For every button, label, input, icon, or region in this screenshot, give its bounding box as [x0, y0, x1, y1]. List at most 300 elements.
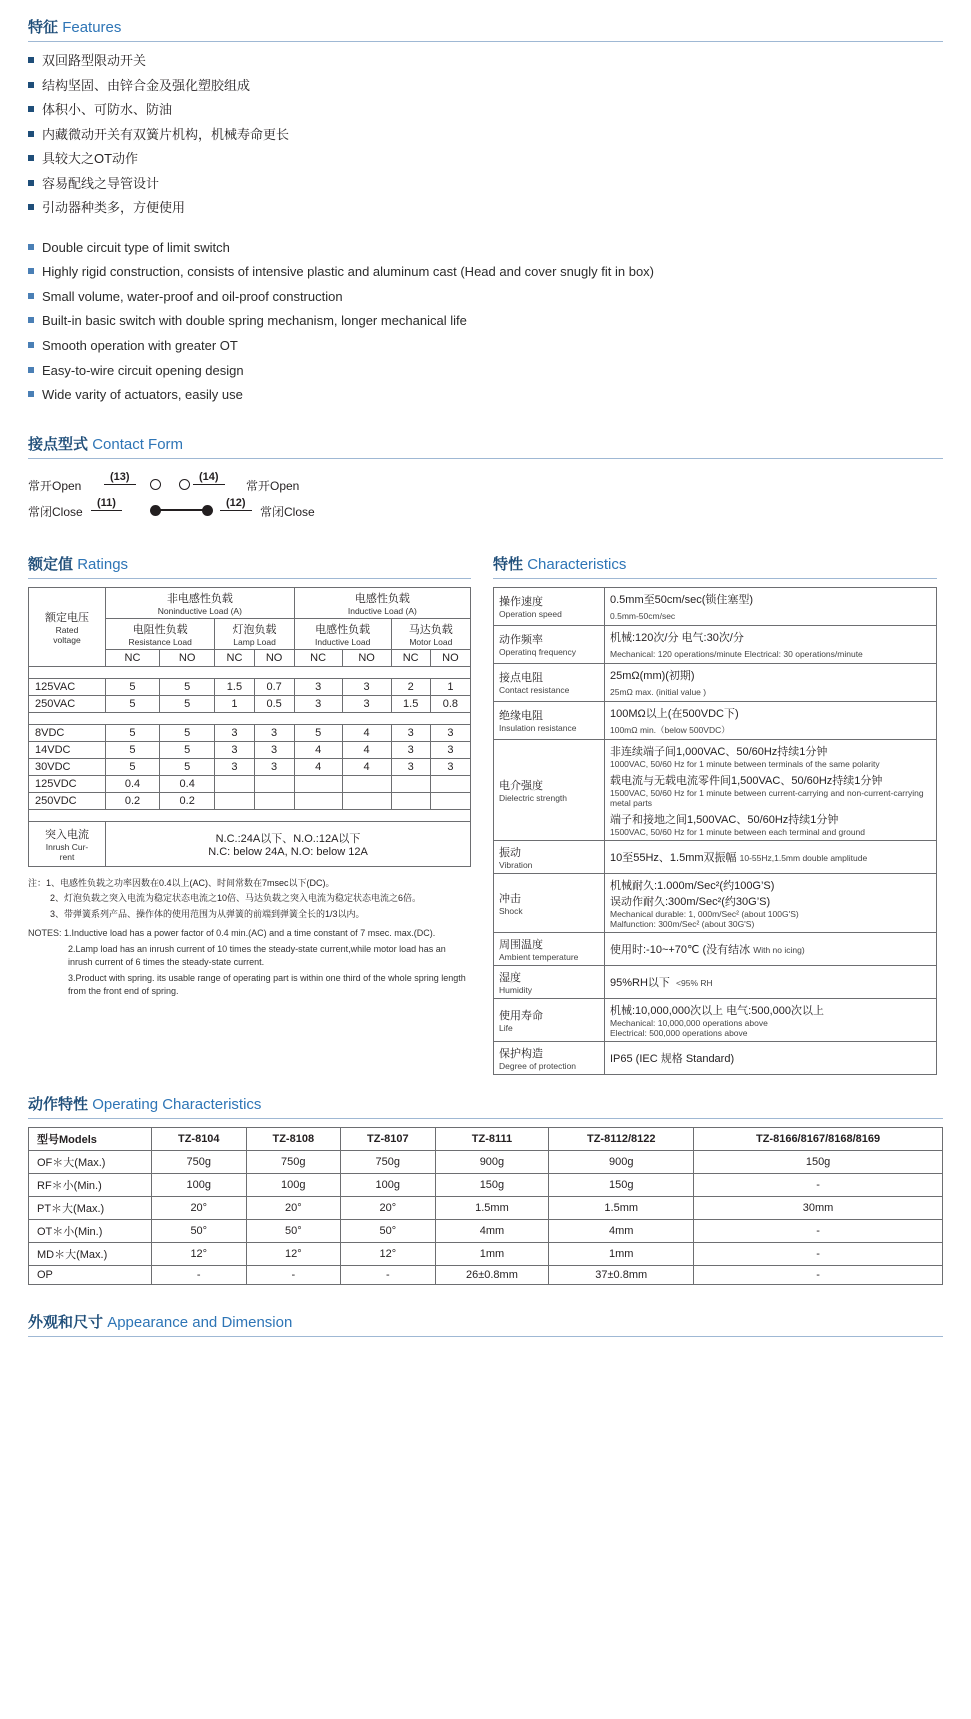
- cell: 0.2: [106, 792, 160, 809]
- model-header: TZ-8166/8167/8168/8169: [694, 1127, 943, 1150]
- appearance-heading-cn: 外观和尺寸: [28, 1313, 104, 1331]
- row-label: MD＊大(Max.): [29, 1242, 152, 1265]
- model-header: TZ-8104: [152, 1127, 247, 1150]
- col-no: NO: [254, 649, 294, 666]
- char-key: [494, 663, 605, 701]
- cell: [430, 775, 470, 792]
- table-row: [494, 701, 937, 739]
- contact-form-diagram: [28, 470, 358, 535]
- feature-item: Double circuit type of limit switch: [28, 239, 943, 257]
- ratings-heading-cn: 额定值: [28, 555, 74, 573]
- col-motor-load-cn: 马达负载: [408, 623, 453, 636]
- table-row: [494, 625, 937, 663]
- cell: 3: [215, 758, 254, 775]
- inrush-label: [29, 821, 106, 866]
- cell: 4: [294, 741, 342, 758]
- char-value: [605, 739, 937, 840]
- cell: 1mm: [549, 1242, 694, 1265]
- cell: 3: [215, 724, 254, 741]
- cell: 3: [215, 741, 254, 758]
- inrush-value-cn: N.C.:24A以下、N.O.:12A以下: [215, 832, 361, 845]
- feature-item: 具较大之OT动作: [28, 150, 943, 168]
- characteristics-table: [493, 587, 937, 1075]
- ratings-notes: [28, 877, 471, 999]
- char-value-line: [610, 705, 931, 721]
- feature-item: Smooth operation with greater OT: [28, 337, 943, 355]
- cell: -: [694, 1242, 943, 1265]
- char-value-cn: 机械:120次/分 电气:30次/分: [610, 631, 744, 644]
- cell: 20°: [246, 1196, 341, 1219]
- row-label: 125VAC: [29, 678, 106, 695]
- table-row: [29, 1242, 943, 1265]
- cell: [294, 792, 342, 809]
- cell: 1.5mm: [435, 1196, 549, 1219]
- cell: 50°: [152, 1219, 247, 1242]
- cell: 30mm: [694, 1196, 943, 1219]
- char-key: [494, 965, 605, 998]
- cell: 5: [159, 741, 214, 758]
- cell: [215, 792, 254, 809]
- char-key-en: Operatinq frequency: [499, 647, 577, 658]
- cell: [294, 775, 342, 792]
- contact-form-section: [0, 411, 971, 535]
- col-no: NO: [430, 649, 470, 666]
- char-value-en: 100mΩ min.（below 500VDC）: [610, 724, 730, 735]
- char-value-en: 0.5mm-50cm/sec: [610, 610, 676, 621]
- note-line: 2.Lamp load has an inrush current of 10 times the steady-state current,while motor load has an inrush current of 6 times the steady-state current.: [68, 943, 446, 968]
- cell: 5: [106, 678, 160, 695]
- col-nc: NC: [215, 649, 254, 666]
- table-row: [494, 840, 937, 873]
- cell: 5: [106, 724, 160, 741]
- table-row: [494, 965, 937, 998]
- char-key: [494, 840, 605, 873]
- char-value: [605, 840, 937, 873]
- char-key-en: Ambient temperature: [499, 951, 579, 962]
- table-row: [494, 1041, 937, 1074]
- characteristics-section: [493, 553, 937, 1075]
- col-no: NO: [342, 649, 391, 666]
- cell: [254, 775, 294, 792]
- cell: 1.5: [215, 678, 254, 695]
- char-key: [494, 873, 605, 932]
- row-label: 8VDC: [29, 724, 106, 741]
- char-value-line: [610, 591, 931, 607]
- ratings-section: [28, 553, 471, 1075]
- char-key-cn: 动作频率: [499, 634, 543, 647]
- inrush-value: [106, 821, 471, 866]
- feature-item: 内藏微动开关有双簧片机构，机械寿命更长: [28, 126, 943, 144]
- cell: 5: [106, 741, 160, 758]
- char-value-en: Malfunction: 300m/Sec² (about 30G'S): [610, 918, 755, 929]
- ratings-table: [28, 587, 471, 867]
- char-value-en: With no icing): [753, 944, 805, 955]
- char-key: [494, 1041, 605, 1074]
- terminal-14-number: (14): [193, 471, 225, 485]
- table-row: [29, 775, 471, 792]
- table-row: [29, 724, 471, 741]
- char-value-en: 1500VAC, 50/60 Hz for 1 minute between current-carrying and non-current-carrying metal parts: [610, 787, 924, 808]
- col-no: NO: [159, 649, 214, 666]
- col-inductive-load-en: Inductive Load: [315, 636, 371, 647]
- char-value-cn: 10至55Hz、1.5mm双振幅: [610, 851, 737, 864]
- char-key-en: Operation speed: [499, 609, 562, 620]
- cell: 3: [430, 724, 470, 741]
- char-value: [605, 701, 937, 739]
- cell: -: [246, 1265, 341, 1284]
- cell: 3: [391, 724, 430, 741]
- char-key-en: Shock: [499, 905, 523, 916]
- cell: 4: [342, 758, 391, 775]
- char-key-en: Humidity: [499, 984, 533, 995]
- char-key-cn: 振动: [499, 846, 521, 859]
- char-value-en: 25mΩ max. (initial value ): [610, 686, 707, 697]
- char-value-line: [610, 811, 931, 837]
- cell: 750g: [246, 1150, 341, 1173]
- terminal-12-number: (12): [220, 497, 252, 511]
- table-row: [494, 587, 937, 625]
- cell: 3: [254, 758, 294, 775]
- cell: 5: [159, 758, 214, 775]
- char-value-line: [610, 610, 931, 622]
- cell: -: [341, 1265, 436, 1284]
- contact-close-left-label: 常闭Close: [28, 504, 83, 519]
- table-row: [29, 758, 471, 775]
- cell: 12°: [246, 1242, 341, 1265]
- char-key: [494, 932, 605, 965]
- char-key: [494, 739, 605, 840]
- cell: 12°: [152, 1242, 247, 1265]
- char-value-cn: 非连续端子间1,000VAC、50/60Hz持续1分钟: [610, 745, 828, 758]
- contact-form-heading: [28, 433, 943, 454]
- appearance-heading: [28, 1311, 943, 1332]
- cell: 3: [391, 741, 430, 758]
- feature-item: Built-in basic switch with double spring mechanism, longer mechanical life: [28, 312, 943, 330]
- cell: [391, 775, 430, 792]
- feature-item: Highly rigid construction, consists of intensive plastic and aluminum cast (Head and cover snugly fit in box): [28, 263, 943, 281]
- char-value-line: [610, 629, 931, 645]
- cell: 4mm: [549, 1219, 694, 1242]
- cell: 5: [159, 678, 214, 695]
- characteristics-heading-cn: 特性: [493, 555, 524, 573]
- cell: 4: [342, 724, 391, 741]
- model-header: TZ-8111: [435, 1127, 549, 1150]
- cell: 3: [294, 695, 342, 712]
- feature-item: 结构坚固、由锌合金及强化塑胶组成: [28, 77, 943, 95]
- col-resistance-load-cn: 电阻性负载: [132, 623, 188, 636]
- features-heading-en: Features: [62, 19, 122, 36]
- char-value-line: [610, 648, 931, 660]
- cell: 50°: [341, 1219, 436, 1242]
- cell: 150g: [694, 1150, 943, 1173]
- note-line: 3.Product with spring. its usable range of operating part is within one third of the whole spring length from the front end of spring.: [68, 972, 466, 997]
- contact-open-left-label: 常开Open: [28, 478, 82, 493]
- appearance-section: [0, 1285, 971, 1365]
- cell: 0.7: [254, 678, 294, 695]
- group-inductive: [294, 587, 470, 618]
- table-row: [29, 792, 471, 809]
- characteristics-heading: [493, 553, 937, 574]
- table-row: [29, 1196, 943, 1219]
- contact-form-heading-rule: [28, 458, 943, 459]
- group-noninductive: [106, 587, 295, 618]
- operating-heading-en: Operating Characteristics: [92, 1095, 262, 1113]
- char-value-en: Mechanical: 10,000,000 operations above: [610, 1017, 768, 1028]
- contact-close-right-label: 常闭Close: [260, 504, 315, 519]
- cell: 3: [430, 741, 470, 758]
- row-label: OT＊小(Min.): [29, 1219, 152, 1242]
- char-value-cn: 端子和接地之间1,500VAC、50/60Hz持续1分钟: [610, 813, 839, 826]
- cell: 5: [294, 724, 342, 741]
- operating-heading: [28, 1093, 943, 1114]
- char-key-cn: 接点电阻: [499, 672, 543, 685]
- table-header-row: [29, 1127, 943, 1150]
- char-key-cn: 电介强度: [499, 779, 543, 792]
- ratings-characteristics-row: [0, 535, 971, 1075]
- cell: 3: [254, 724, 294, 741]
- rated-voltage-header: [29, 587, 106, 666]
- col-nc: NC: [391, 649, 430, 666]
- operating-heading-cn: 动作特性: [28, 1095, 89, 1113]
- table-row: [494, 873, 937, 932]
- col-motor-load: [391, 618, 470, 649]
- features-list-en: [28, 239, 943, 404]
- char-value-line: [610, 743, 931, 769]
- col-lamp-load-en: Lamp Load: [233, 636, 276, 647]
- cell: 1: [430, 678, 470, 695]
- feature-item: 体积小、可防水、防油: [28, 101, 943, 119]
- char-value-line: [610, 772, 931, 808]
- contact-wire: [155, 509, 207, 511]
- operating-characteristics-section: [0, 1075, 971, 1285]
- char-value-cn: 机械耐久:1.000m/Sec²(约100G’S): [610, 879, 775, 892]
- cell: 5: [159, 724, 214, 741]
- row-label: 30VDC: [29, 758, 106, 775]
- model-header: TZ-8107: [341, 1127, 436, 1150]
- cell: 3: [254, 741, 294, 758]
- char-value-cn: 0.5mm至50cm/sec(锁住塞型): [610, 593, 754, 606]
- row-label: PT＊大(Max.): [29, 1196, 152, 1219]
- char-key-en: Dielectric strength: [499, 792, 568, 803]
- cell: 20°: [152, 1196, 247, 1219]
- char-value-line: [610, 724, 931, 736]
- cell: 26±0.8mm: [435, 1265, 549, 1284]
- cell: 0.5: [254, 695, 294, 712]
- char-value-cn: 25mΩ(mm)(初期): [610, 669, 695, 682]
- contact-form-heading-en: Contact Form: [92, 435, 184, 453]
- cell: 0.8: [430, 695, 470, 712]
- inrush-label-en2: rent: [59, 851, 75, 862]
- table-row: [29, 1173, 943, 1196]
- char-value: [605, 998, 937, 1041]
- cell: 100g: [246, 1173, 341, 1196]
- cell: 3: [342, 695, 391, 712]
- char-value-en: <95% RH: [676, 977, 713, 988]
- col-lamp-load-cn: 灯泡负载: [232, 623, 277, 636]
- row-label: RF＊小(Min.): [29, 1173, 152, 1196]
- cell: 0.4: [106, 775, 160, 792]
- cell: 3: [342, 678, 391, 695]
- char-key-cn: 绝缘电阻: [499, 710, 543, 723]
- cell: 3: [294, 678, 342, 695]
- characteristics-heading-rule: [493, 578, 937, 579]
- contact-open-right-label: 常开Open: [246, 478, 300, 493]
- char-value: [605, 587, 937, 625]
- terminal-14-dot: [179, 479, 190, 490]
- table-row: [494, 739, 937, 840]
- char-key-cn: 湿度: [499, 971, 521, 984]
- char-value-cn: 100MΩ以上(在500VDC下): [610, 707, 739, 720]
- table-spacer-row: [29, 712, 471, 724]
- char-key-cn: 冲击: [499, 892, 521, 905]
- group-noninductive-cn: 非电感性负载: [166, 592, 233, 605]
- char-value: [605, 932, 937, 965]
- appearance-heading-rule: [28, 1336, 943, 1337]
- group-inductive-en: Inductive Load (A): [347, 605, 417, 616]
- terminal-13-number: (13): [104, 471, 136, 485]
- cell: 100g: [152, 1173, 247, 1196]
- terminal-12-dot: [202, 505, 213, 516]
- char-key-cn: 操作速度: [499, 596, 543, 609]
- col-nc: NC: [294, 649, 342, 666]
- char-key-cn: 使用寿命: [499, 1009, 543, 1022]
- cell: 20°: [341, 1196, 436, 1219]
- cell: 50°: [246, 1219, 341, 1242]
- cell: 750g: [341, 1150, 436, 1173]
- row-label: 250VDC: [29, 792, 106, 809]
- row-label: OF＊大(Max.): [29, 1150, 152, 1173]
- char-value-cn: 误动作耐久:300m/Sec²(约30G’S): [610, 895, 771, 908]
- cell: -: [694, 1265, 943, 1284]
- col-resistance-load-en: Resistance Load: [128, 636, 192, 647]
- row-label: 14VDC: [29, 741, 106, 758]
- feature-item: Wide varity of actuators, easily use: [28, 386, 943, 404]
- table-row: [29, 1265, 943, 1284]
- rated-voltage-en2: voltage: [53, 634, 81, 645]
- table-spacer-row: [29, 666, 471, 678]
- char-key-cn: 周围温度: [499, 938, 543, 951]
- table-spacer-row: [29, 809, 471, 821]
- cell: 4: [342, 741, 391, 758]
- table-row: [29, 741, 471, 758]
- notes-en-title: NOTES:: [28, 928, 62, 939]
- cell: 0.2: [159, 792, 214, 809]
- rated-voltage-cn: 额定电压: [45, 611, 89, 624]
- table-row: [494, 998, 937, 1041]
- char-value: [605, 965, 937, 998]
- char-value-line: [610, 667, 931, 683]
- char-key-en: Life: [499, 1022, 513, 1033]
- char-value-cn: 使用时:-10~+70℃ (没有结冰: [610, 943, 751, 956]
- cell: 4mm: [435, 1219, 549, 1242]
- char-value-cn: 机械:10,000,000次以上 电气:500,000次以上: [610, 1004, 824, 1017]
- cell: 4: [294, 758, 342, 775]
- col-motor-load-en: Motor Load: [409, 636, 453, 647]
- group-noninductive-en: Noninductive Load (A): [157, 605, 242, 616]
- table-row: [29, 695, 471, 712]
- features-heading-rule: [28, 41, 943, 42]
- cell: 150g: [435, 1173, 549, 1196]
- ratings-heading-rule: [28, 578, 471, 579]
- col-inductive-load-cn: 电感性负载: [315, 623, 371, 636]
- char-value-en: Standard): [685, 1052, 735, 1065]
- cell: -: [694, 1173, 943, 1196]
- char-key: [494, 701, 605, 739]
- char-value-en: 10-55Hz,1.5mm double amplitude: [739, 852, 868, 863]
- cell: 5: [159, 695, 214, 712]
- rated-voltage-en1: Rated: [55, 624, 79, 635]
- col-lamp-load: [215, 618, 294, 649]
- cell: [254, 792, 294, 809]
- inrush-label-cn: 突入电流: [45, 828, 89, 841]
- table-row-inrush: [29, 821, 471, 866]
- cell: 100g: [341, 1173, 436, 1196]
- row-label: 250VAC: [29, 695, 106, 712]
- row-label: 125VDC: [29, 775, 106, 792]
- feature-item: Small volume, water-proof and oil-proof construction: [28, 288, 943, 306]
- ratings-notes-cn: [28, 877, 471, 922]
- cell: 0.4: [159, 775, 214, 792]
- char-value-cn: 95%RH以下: [610, 976, 670, 989]
- ratings-notes-en: [28, 927, 471, 999]
- char-value-en: Electrical: 500,000 operations above: [610, 1027, 748, 1038]
- terminal-13-dot: [150, 479, 161, 490]
- cell: [342, 775, 391, 792]
- cell: 3: [430, 758, 470, 775]
- ratings-heading: [28, 553, 471, 574]
- table-row: [29, 587, 471, 618]
- group-inductive-cn: 电感性负载: [354, 592, 410, 605]
- operating-heading-rule: [28, 1118, 943, 1119]
- cell: 900g: [435, 1150, 549, 1173]
- char-key-en: Insulation resistance: [499, 723, 577, 734]
- note-line: [28, 927, 471, 941]
- cell: -: [694, 1219, 943, 1242]
- characteristics-heading-en: Characteristics: [527, 555, 627, 573]
- char-key: [494, 625, 605, 663]
- char-value-cn: IP65 (IEC 规格: [610, 1052, 683, 1065]
- appearance-heading-en: Appearance and Dimension: [107, 1313, 293, 1331]
- feature-item: Easy-to-wire circuit opening design: [28, 362, 943, 380]
- model-header: TZ-8112/8122: [549, 1127, 694, 1150]
- cell: [430, 792, 470, 809]
- cell: 3: [391, 758, 430, 775]
- cell: 2: [391, 678, 430, 695]
- table-row: [29, 1219, 943, 1242]
- ratings-heading-en: Ratings: [77, 555, 129, 573]
- feature-item: 双回路型限动开关: [28, 52, 943, 70]
- inrush-label-en1: Inrush Cur-: [45, 841, 89, 852]
- table-row: [29, 1150, 943, 1173]
- char-key-en: Degree of protection: [499, 1060, 577, 1071]
- features-heading: [28, 16, 943, 37]
- features-heading-cn: 特征: [28, 19, 59, 36]
- char-value: [605, 663, 937, 701]
- table-row: [29, 678, 471, 695]
- char-key: [494, 998, 605, 1041]
- contact-form-heading-cn: 接点型式: [28, 435, 89, 453]
- features-section: [0, 0, 971, 404]
- features-list-cn: [28, 52, 943, 217]
- feature-item: 引动器种类多，方便使用: [28, 199, 943, 217]
- col-resistance-load: [106, 618, 215, 649]
- cell: [391, 792, 430, 809]
- note-line: 2、灯泡负载之突入电流为稳定状态电流之10倍、马达负载之突入电流为稳定状态电流之6倍。: [50, 893, 422, 904]
- char-key: [494, 587, 605, 625]
- char-value-en: 1000VAC, 50/60 Hz for 1 minute between terminals of the same polarity: [610, 758, 880, 769]
- cell: 900g: [549, 1150, 694, 1173]
- cell: 37±0.8mm: [549, 1265, 694, 1284]
